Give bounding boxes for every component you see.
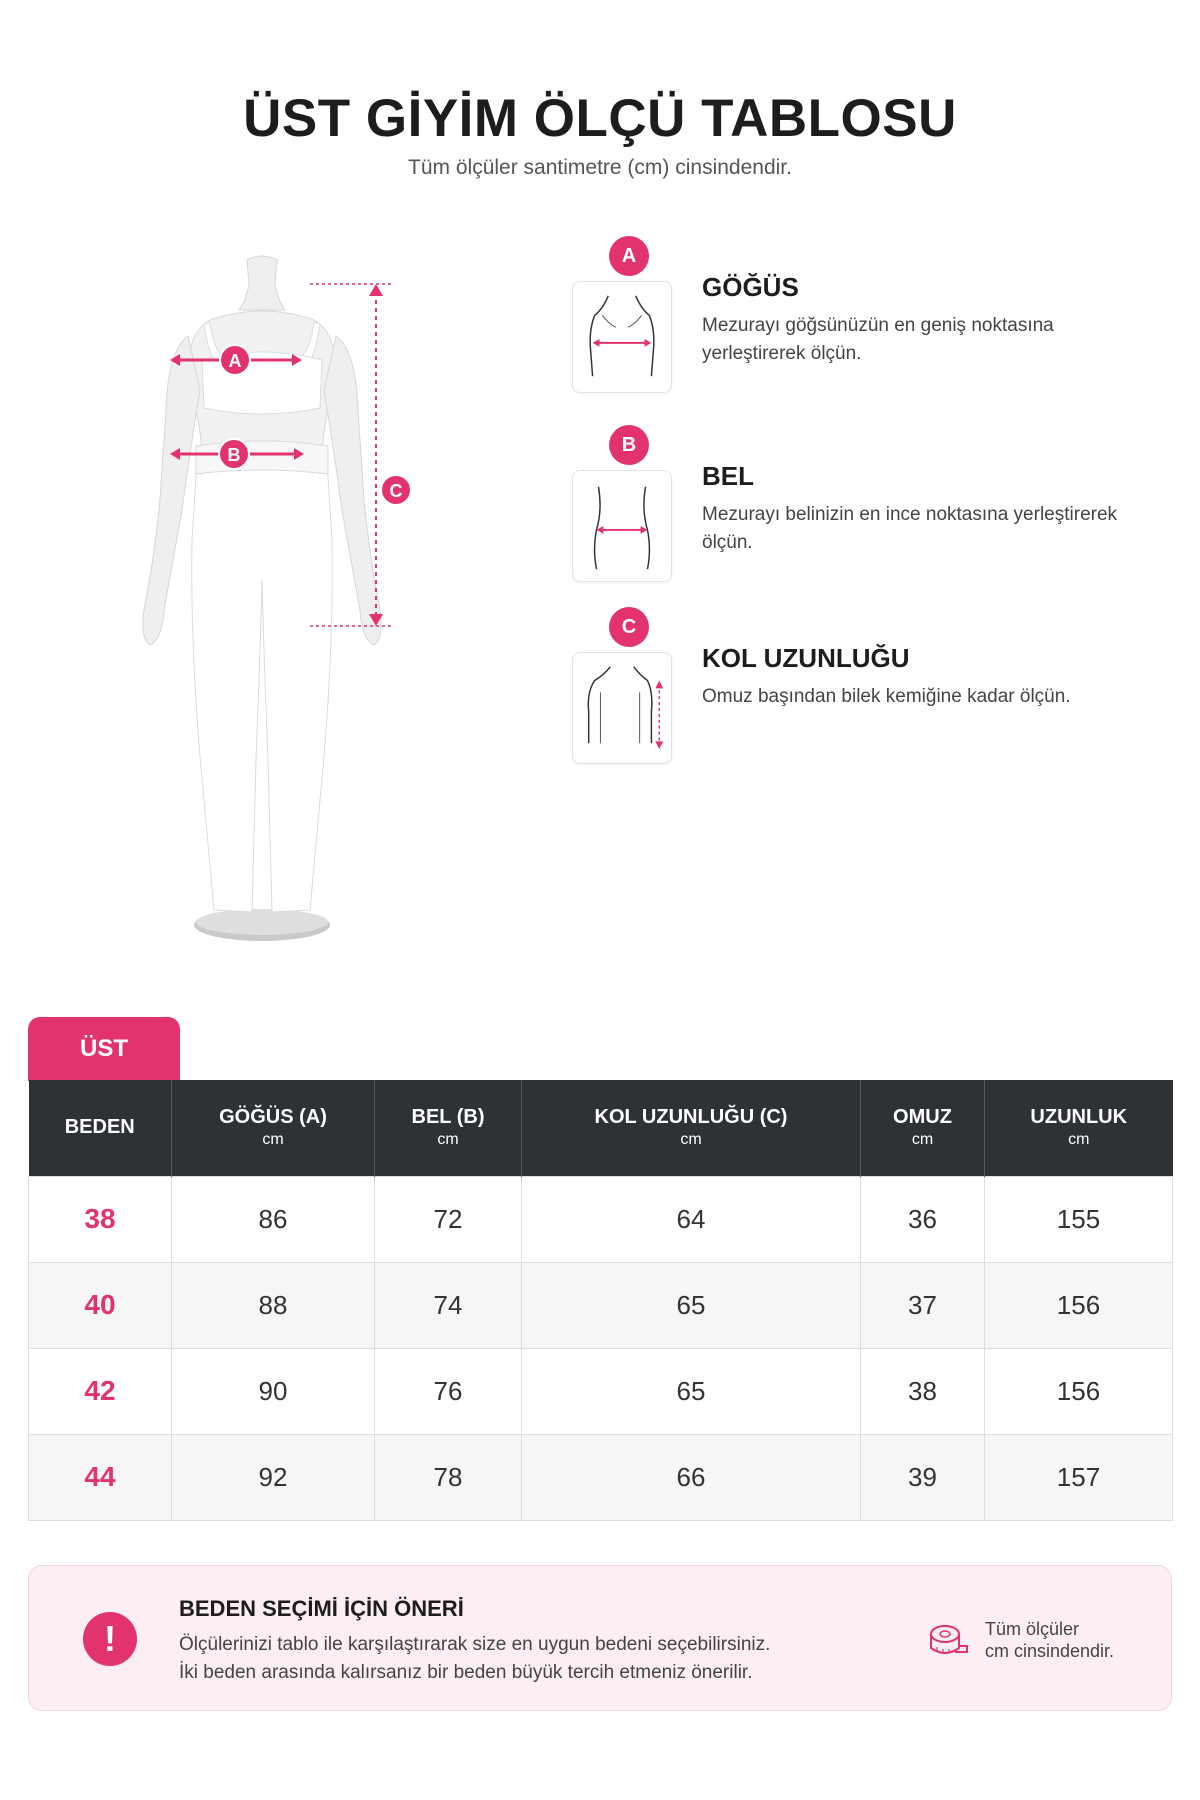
marker-b: B [609, 425, 649, 465]
table-cell: 156 [985, 1262, 1173, 1348]
measuring-tape-icon [925, 1618, 969, 1662]
table-cell: 157 [985, 1434, 1173, 1520]
table-row [29, 1434, 1173, 1520]
table-row [29, 1176, 1173, 1262]
table-cell: 92 [172, 1434, 375, 1520]
marker-c: C [609, 607, 649, 647]
table-cell: 38 [861, 1348, 985, 1434]
table-cell: 76 [375, 1348, 522, 1434]
unit-note-line-2: cm cinsindendir. [985, 1641, 1115, 1661]
marker-a: A [609, 236, 649, 276]
unit-note-line-1: Tüm ölçüler [985, 1619, 1080, 1639]
size-cell: 40 [29, 1262, 172, 1348]
column-header: BEL (B) cm [375, 1080, 522, 1176]
tab-ust[interactable]: ÜST [28, 1017, 180, 1081]
page-subtitle: Tüm ölçüler santimetre (cm) cinsindendir. [408, 156, 792, 179]
column-header: OMUZ cm [861, 1080, 985, 1176]
table-cell: 78 [375, 1434, 522, 1520]
size-cell: 44 [29, 1434, 172, 1520]
size-cell: 42 [29, 1348, 172, 1434]
guide-desc-arm: Omuz başından bilek kemiğine kadar ölçün. [702, 686, 1071, 707]
svg-text:A: A [228, 351, 242, 371]
chest-measure-icon [572, 281, 672, 393]
waist-measure-icon [572, 470, 672, 582]
page-title: ÜST GİYİM ÖLÇÜ TABLOSU [243, 89, 957, 148]
table-cell: 65 [522, 1262, 861, 1348]
guide-title-chest: GÖĞÜS [702, 272, 799, 302]
svg-text:C: C [389, 481, 403, 501]
unit-note [985, 1618, 1114, 1662]
guide-item-chest [572, 236, 1152, 396]
table-cell: 74 [375, 1262, 522, 1348]
table-row [29, 1262, 1173, 1348]
size-tip-box [28, 1565, 1172, 1711]
table-cell: 90 [172, 1348, 375, 1434]
mannequin-figure [110, 240, 480, 960]
column-header: UZUNLUK cm [985, 1080, 1173, 1176]
tip-line-1: Ölçülerinizi tablo ile karşılaştırarak size en uygun bedeni seçebilirsiniz. [179, 1634, 771, 1655]
guide-item-arm [572, 607, 1152, 767]
column-header: GÖĞÜS (A) cm [172, 1080, 375, 1176]
table-row [29, 1348, 1173, 1434]
arm-length-icon [572, 652, 672, 764]
table-cell: 156 [985, 1348, 1173, 1434]
table-cell: 64 [522, 1176, 861, 1262]
table-cell: 36 [861, 1176, 985, 1262]
guide-title-waist: BEL [702, 461, 754, 491]
svg-text:B: B [227, 445, 241, 465]
table-cell: 66 [522, 1434, 861, 1520]
table-cell: 37 [861, 1262, 985, 1348]
column-header: KOL UZUNLUĞU (C) cm [522, 1080, 861, 1176]
tip-line-2: İki beden arasında kalırsanız bir beden büyük tercih etmeniz önerilir. [179, 1662, 753, 1683]
table-cell: 88 [172, 1262, 375, 1348]
table-cell: 72 [375, 1176, 522, 1262]
table-cell: 155 [985, 1176, 1173, 1262]
guide-desc-chest: Mezurayı göğsünüzün en geniş noktasına yerleştirerek ölçün. [702, 315, 1054, 364]
guide-title-arm: KOL UZUNLUĞU [702, 643, 910, 673]
table-header-row [29, 1080, 1173, 1176]
table-cell: 39 [861, 1434, 985, 1520]
guide-desc-waist: Mezurayı belinizin en ince noktasına yerleştirerek ölçün. [702, 504, 1118, 553]
table-cell: 65 [522, 1348, 861, 1434]
exclamation-icon: ! [83, 1612, 137, 1666]
table-cell: 86 [172, 1176, 375, 1262]
size-cell: 38 [29, 1176, 172, 1262]
guide-item-waist [572, 425, 1152, 585]
tip-title: BEDEN SEÇİMİ İÇİN ÖNERİ [179, 1596, 464, 1621]
mannequin-icon [110, 240, 480, 960]
size-table [28, 1080, 1173, 1521]
column-header: BEDEN [29, 1080, 172, 1176]
